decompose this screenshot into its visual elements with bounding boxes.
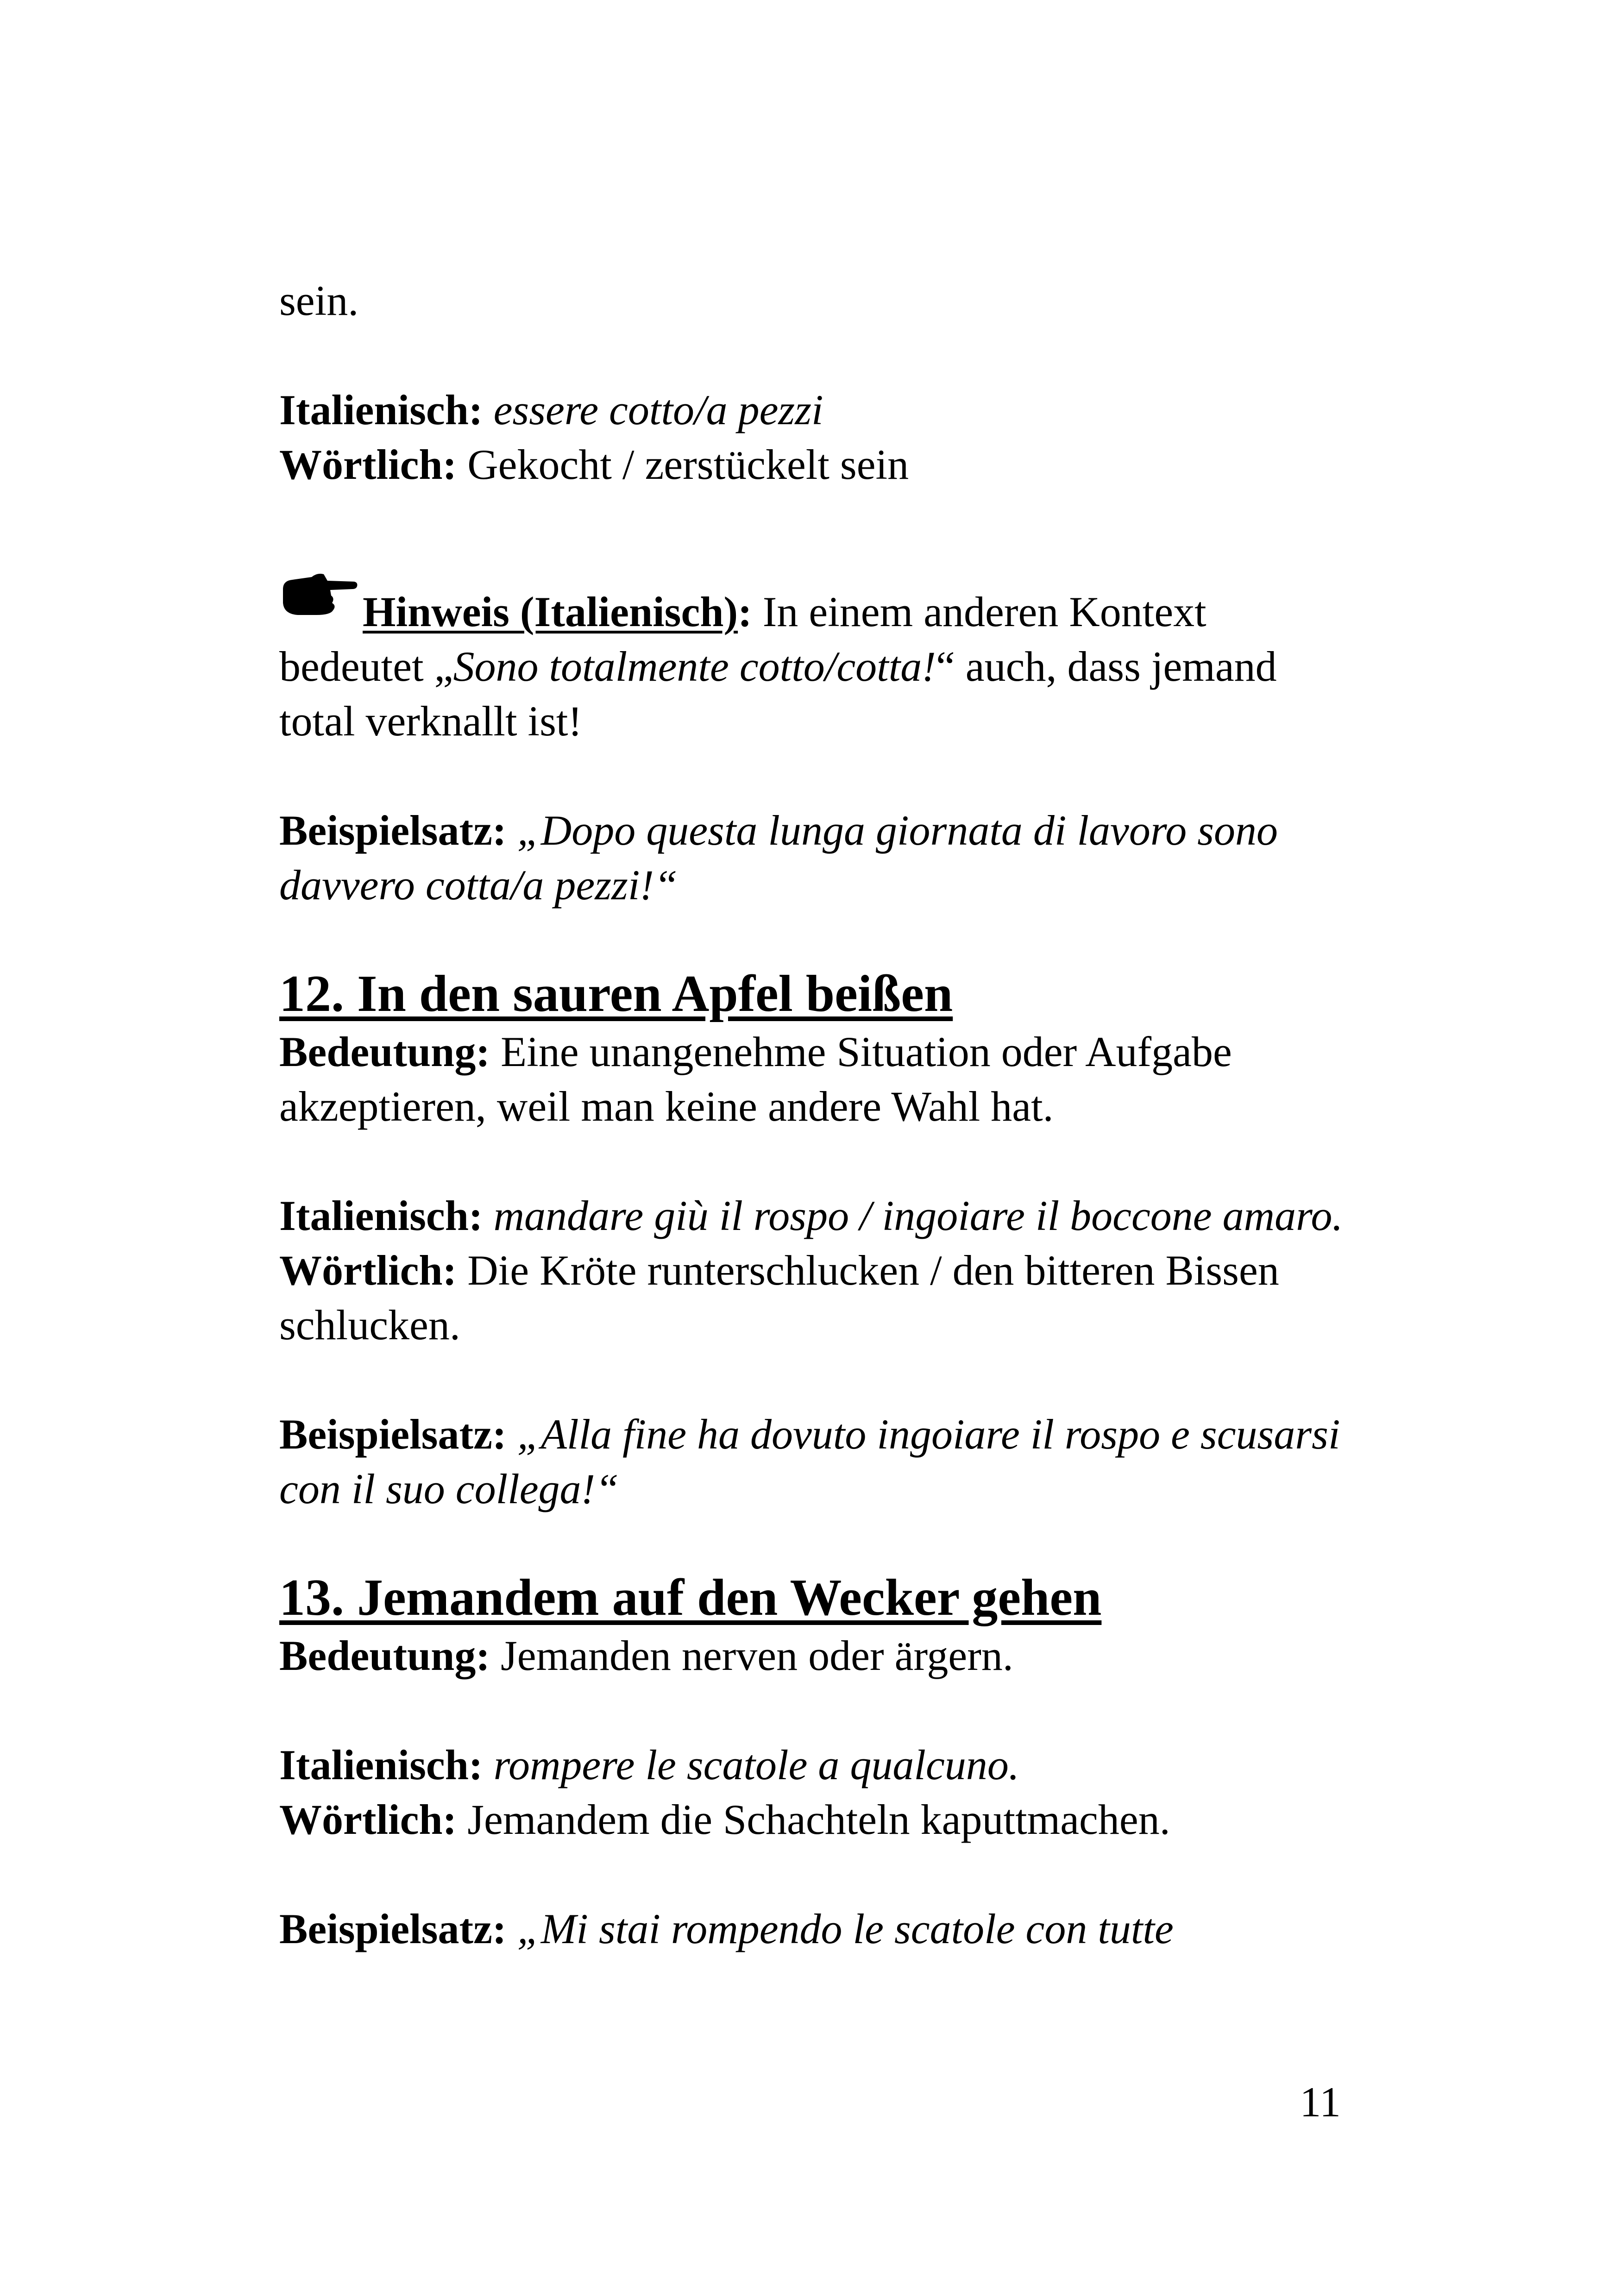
meaning-text: Eine unangenehme Situation oder Aufgabe akzeptieren, weil man keine andere Wahl hat. (279, 1028, 1232, 1130)
literal-text: Jemandem die Schachteln kaputtmachen. (467, 1796, 1170, 1843)
example-label: Beispielsatz: (279, 807, 507, 854)
meaning-line (279, 1024, 1345, 1134)
hint-text-start: In einem anderen Kontext bedeutet „ (279, 588, 1206, 690)
example-text: „Mi stai rompendo le scatole con tutte (517, 1905, 1174, 1952)
meaning-label: Bedeutung: (279, 1632, 490, 1679)
continuation-text: sein. (279, 277, 359, 324)
hint-paragraph (279, 571, 1345, 748)
hint-quote: Sono totalmente cotto/cotta! (453, 643, 936, 690)
italian-text: rompere le scatole a qualcuno. (493, 1741, 1019, 1788)
spacer (279, 1847, 1345, 1901)
pointing-hand-icon (279, 571, 358, 617)
italian-label: Italienisch: (279, 1741, 483, 1788)
meaning-text: Jemanden nerven oder ärgern. (500, 1632, 1013, 1679)
literal-text: Die Kröte runterschlucken / den bitteren Bissen schlucken. (279, 1247, 1279, 1349)
spacer (279, 492, 1345, 571)
literal-label: Wörtlich: (279, 441, 457, 488)
literal-label: Wörtlich: (279, 1247, 457, 1294)
example-line (279, 1901, 1345, 1956)
spacer (279, 748, 1345, 803)
literal-line (279, 1243, 1345, 1352)
example-text: „Dopo questa lunga giornata di lavoro sono davvero cotta/a pezzi!“ (279, 807, 1278, 909)
spacer (279, 1134, 1345, 1188)
spacer (279, 1352, 1345, 1407)
page-number: 11 (1300, 2078, 1341, 2126)
page-content (279, 273, 1345, 1956)
hint-text-end: “ auch, dass jemand total verknallt ist! (279, 643, 1277, 745)
italian-text: mandare giù il rospo / ingoiare il boccone amaro. (493, 1192, 1343, 1239)
example-label: Beispielsatz: (279, 1411, 507, 1458)
idiom-heading-13: 13. Jemandem auf den Wecker gehen (279, 1569, 1102, 1626)
italian-label: Italienisch: (279, 386, 483, 433)
hint-label: Hinweis (Italienisch) (363, 588, 738, 635)
hint-colon: : (738, 588, 752, 635)
example-text: „Alla fine ha dovuto ingoiare il rospo e scusarsi con il suo collega!“ (279, 1411, 1340, 1512)
meaning-label: Bedeutung: (279, 1028, 490, 1075)
italian-line (279, 1738, 1345, 1792)
literal-text: Gekocht / zerstückelt sein (467, 441, 909, 488)
italian-text: essere cotto/a pezzi (493, 386, 823, 433)
literal-line (279, 1792, 1345, 1847)
literal-line (279, 437, 1345, 492)
literal-label: Wörtlich: (279, 1796, 457, 1843)
italian-label: Italienisch: (279, 1192, 483, 1239)
example-label: Beispielsatz: (279, 1905, 507, 1952)
spacer (279, 912, 1345, 963)
example-line (279, 1407, 1345, 1516)
idiom-heading-12: 12. In den sauren Apfel beißen (279, 965, 953, 1023)
spacer (279, 1683, 1345, 1738)
spacer (279, 1516, 1345, 1567)
spacer (279, 328, 1345, 383)
italian-line (279, 1188, 1345, 1243)
meaning-line (279, 1628, 1345, 1683)
italian-line (279, 383, 1345, 437)
example-line (279, 803, 1345, 912)
